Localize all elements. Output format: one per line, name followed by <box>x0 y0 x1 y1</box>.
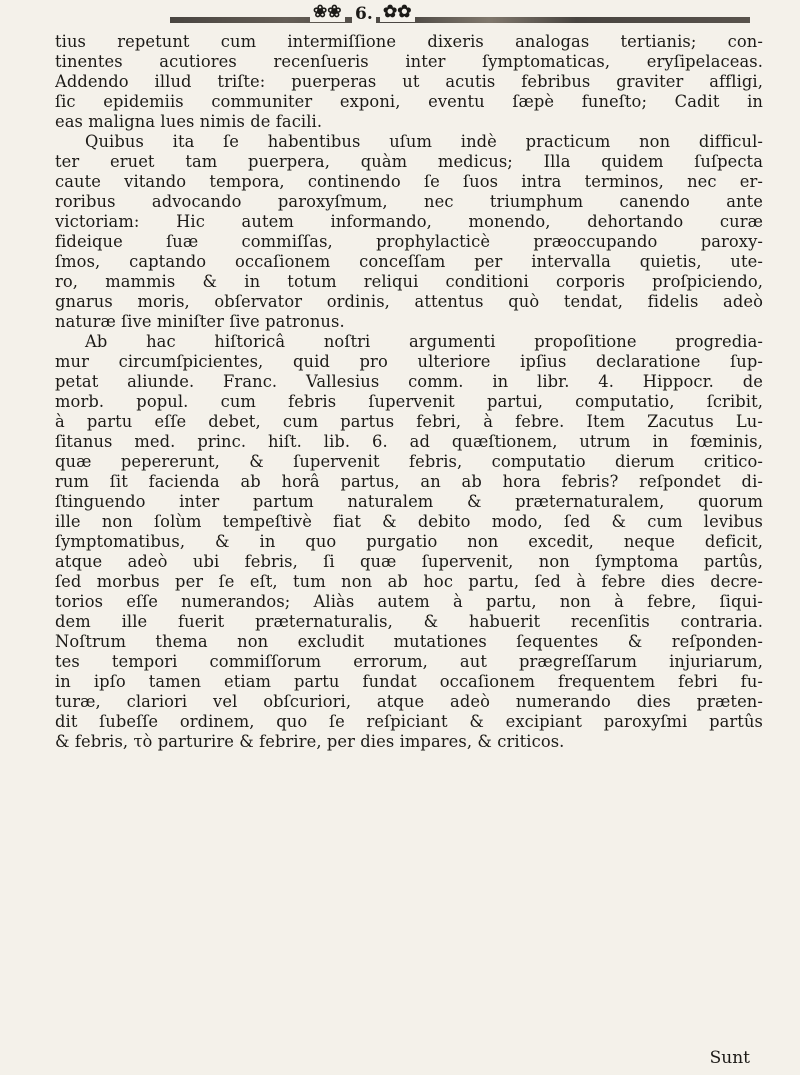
text-line: dem ille fuerit præternaturalis, & habuerit recenſitis contraria. <box>55 612 763 631</box>
text-line: roribus advocando paroxyſmum, nec triumphum canendo ante <box>55 192 763 211</box>
page-header <box>170 4 750 26</box>
text-line: Quibus ita ſe habentibus uſum indè practicum non difficul- <box>85 132 763 151</box>
text-line: caute vitando tempora, continendo ſe ſuos intra terminos, nec er- <box>55 172 763 191</box>
text-line: tinentes acutiores recenſueris inter ſymptomaticas, eryſipelaceas. <box>55 52 763 71</box>
text-line: victoriam: Hic autem informando, monendo, dehortando curæ <box>55 212 763 231</box>
text-line: tius repetunt cum intermiſſione dixeris analogas tertianis; con- <box>55 32 763 51</box>
header-ornament-right: ✿✿ <box>380 2 415 22</box>
text-line: ſic epidemiis communiter exponi, eventu ſæpè funeſto; Cadit in <box>55 92 763 111</box>
header-rule <box>170 17 750 23</box>
text-line: ille non ſolùm tempeſtivè fiat & debito modo, ſed & cum levibus <box>55 512 763 531</box>
body-text <box>55 32 763 752</box>
text-line: ſymptomatibus, & in quo purgatio non excedit, neque deficit, <box>55 532 763 551</box>
text-line: turæ, clariori vel obſcuriori, atque adeò numerando dies præten- <box>55 692 763 711</box>
text-line: morb. popul. cum febris ſupervenit partui, computatio, ſcribit, <box>55 392 763 411</box>
text-line: à partu eſſe debet, cum partus febri, à febre. Item Zacutus Lu- <box>55 412 763 431</box>
text-line: Addendo illud triſte: puerperas ut acutis febribus graviter affligi, <box>55 72 763 91</box>
text-line: mur circumſpicientes, quid pro ulteriore ipſius declaratione ſup- <box>55 352 763 371</box>
text-line: petat aliunde. Franc. Vallesius comm. in libr. 4. Hippocr. de <box>55 372 763 391</box>
text-line: eas maligna lues nimis de facili. <box>55 112 323 131</box>
text-line: ter eruet tam puerpera, quàm medicus; Illa quidem ſuſpecta <box>55 152 763 171</box>
text-line: naturæ ſive miniſter ſive patronus. <box>55 312 345 331</box>
text-line: ſed morbus per ſe eſt, tum non ab hoc partu, ſed à febre dies decre- <box>55 572 763 591</box>
text-line: ſtinguendo inter partum naturalem & præternaturalem, quorum <box>55 492 763 511</box>
text-line: atque adeò ubi febris, ſi quæ ſupervenit, non ſymptoma partûs, <box>55 552 763 571</box>
text-line: Noſtrum thema non excludit mutationes ſequentes & reſponden- <box>55 632 763 651</box>
text-line: & febris, τὸ parturire & febrire, per dies impares, & criticos. <box>55 732 565 751</box>
text-line: ſmos, captando occaſionem conceſſam per intervalla quietis, ute- <box>55 252 763 271</box>
text-line: ro, mammis & in totum reliqui conditioni corporis proſpiciendo, <box>55 272 763 291</box>
text-line: torios eſſe numerandos; Aliàs autem à partu, non à febre, ſiqui- <box>55 592 763 611</box>
text-line: quæ pepererunt, & ſupervenit febris, computatio dierum critico- <box>55 452 763 471</box>
text-line: fideique ſuæ commiſſas, prophylacticè præoccupando paroxy- <box>55 232 763 251</box>
text-line: gnarus moris, obſervator ordinis, attentus quò tendat, fidelis adeò <box>55 292 763 311</box>
text-line: in ipſo tamen etiam partu fundat occaſionem frequentem febri fu- <box>55 672 763 691</box>
text-line: tes tempori commiſſorum errorum, aut prægreſſarum injuriarum, <box>55 652 763 671</box>
catchword: Sunt <box>709 1048 750 1068</box>
text-line: rum ſit facienda ab horâ partus, an ab hora febris? reſpondet di- <box>55 472 763 491</box>
page-number: 6. <box>352 4 376 24</box>
text-line: dit ſubeſſe ordinem, quo ſe reſpiciant & excipiant paroxyſmi partûs <box>55 712 763 731</box>
text-line: Ab hac hiſtoricâ noſtri argumenti propoſitione progredia- <box>85 332 763 351</box>
header-ornament-left: ❀❀ <box>310 2 345 22</box>
text-line: ſitanus med. princ. hiſt. lib. 6. ad quæſtionem, utrum in fœminis, <box>55 432 763 451</box>
